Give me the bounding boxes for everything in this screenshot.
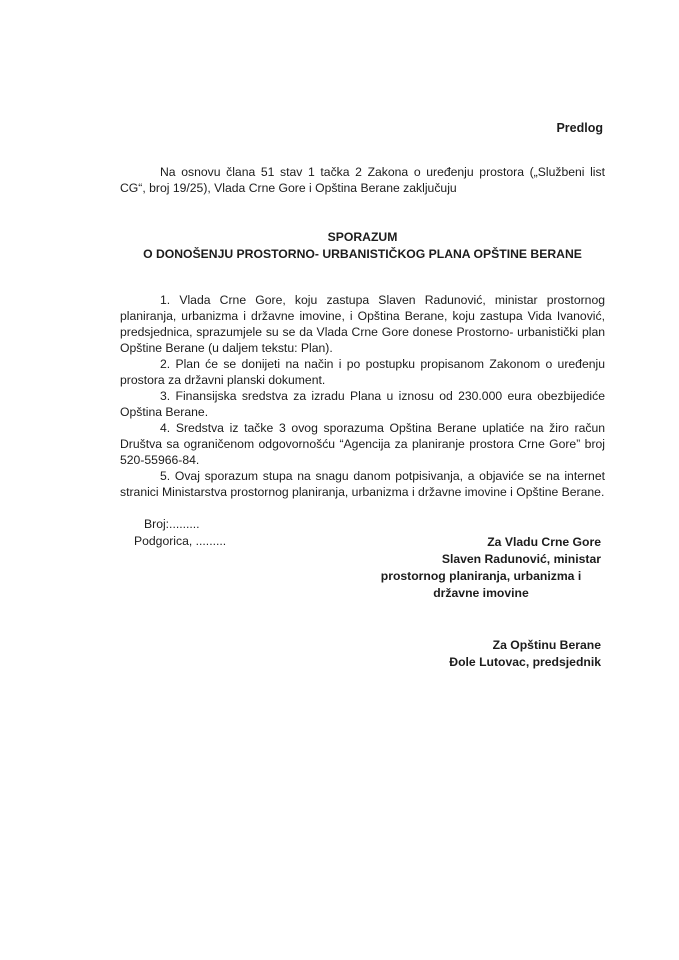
signature-municipality [449, 637, 601, 671]
agreement-item: 1. Vlada Crne Gore, koju zastupa Slaven Radunović, ministar prostornog planiranja, urbanizma i državne imovine, i Opština Berane, koju zastupa Vida Ivanović, predsjednica, sprazumjele su se da Vlada Crne Gore donese Prostorno- urbanistički plan Opštine Berane (u daljem tekstu: Plan). [120, 293, 605, 355]
reference-number: Broj:......... [144, 517, 200, 531]
title-line-2: O DONOŠENJU PROSTORNO- URBANISTIČKOG PLANA OPŠTINE BERANE [143, 247, 582, 261]
reference-block [134, 516, 226, 550]
intro-text [120, 164, 605, 196]
signature-municipality-line-2: Đole Lutovac, predsjednik [449, 655, 601, 669]
intro-paragraph [120, 164, 605, 196]
signature-government-line-3: prostornog planiranja, urbanizma i [380, 569, 582, 583]
agreement-item: 5. Ovaj sporazum stupa na snagu danom potpisivanja, a objaviće se na internet stranici Ministarstva prostornog planiranja, urbanizma i državne imovine i Opštine Berane. [120, 469, 605, 499]
document-status-label: Predlog [556, 121, 603, 135]
agreement-item: 3. Finansijska sredstva za izradu Plana u iznosu od 230.000 eura obezbijediće Opština Berane. [120, 389, 605, 419]
signature-municipality-line-1: Za Opštinu Berane [492, 638, 601, 652]
signature-government-line-1: Za Vladu Crne Gore [487, 535, 601, 549]
agreement-item: 2. Plan će se donijeti na način i po postupku propisanom Zakonom o uređenju prostora za državni planski dokument. [120, 357, 605, 387]
agreement-item: 4. Sredstva iz tačke 3 ovog sporazuma Opština Berane uplatiće na žiro račun Društva sa ograničenom odgovornošću “Agencija za planiranje prostora Crne Gore” broj 520-55966-84. [120, 421, 605, 467]
intro-text-content: Na osnovu člana 51 stav 1 tačka 2 Zakona o uređenju prostora („Službeni list CG“, broj 19/25), Vlada Crne Gore i Opština Berane zaključuju [120, 165, 605, 195]
signature-government-line-2: Slaven Radunović, ministar [441, 552, 601, 566]
signature-government-line-4: državne imovine [433, 586, 529, 600]
agreement-items [120, 292, 605, 500]
title-line-1: SPORAZUM [327, 230, 398, 244]
document-title [120, 229, 605, 263]
signature-government [361, 534, 601, 602]
reference-place: Podgorica, ......... [134, 534, 227, 548]
